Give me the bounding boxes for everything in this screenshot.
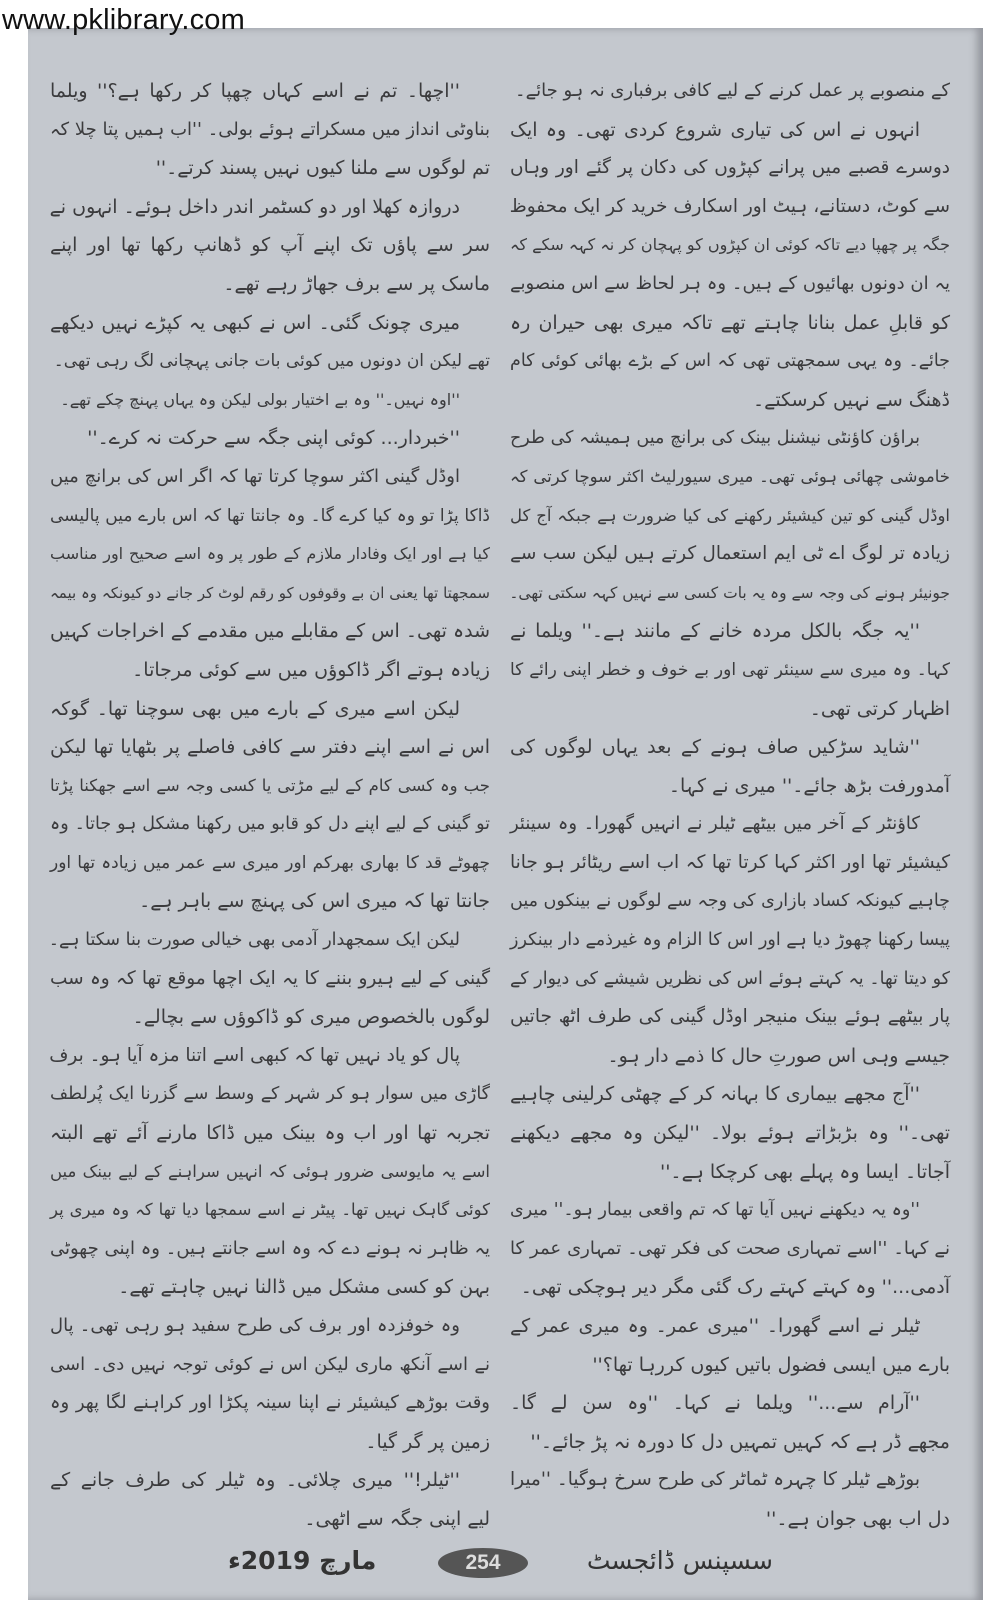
- text-line: تو گینی کے لیے اپنے دل کو قابو میں رکھنا مشکل ہو جاتا۔ وہ: [50, 814, 490, 835]
- text-line: کیا ہے اور ایک وفادار ملازم کے طور پر وہ اسے صحیح اور مناسب: [50, 544, 490, 564]
- text-line: تھے لیکن ان دونوں میں کوئی بات جانی پہچانی لگ رہی تھی۔: [53, 351, 490, 372]
- paragraph: [510, 72, 950, 111]
- text-line: زیادہ تر لوگ اے ٹی ایم استعمال کرتے ہیں لیکن سب سے: [510, 543, 950, 565]
- text-line: لیکن اسے میری کے بارے میں بھی سوچنا تھا۔ گوکہ: [50, 697, 460, 720]
- text-line: لیکن ایک سمجھدار آدمی بھی خیالی صورت بنا سکتا ہے۔: [48, 930, 460, 951]
- paragraph: [50, 188, 490, 304]
- text-line: جونیئر ہونے کی وجہ سے وہ یہ بات کسی سے نہیں کہہ سکتی تھی۔: [509, 583, 950, 602]
- paragraph: [50, 921, 490, 1037]
- text-line: زیادہ ہوتے اگر ڈاکوؤں میں سے کوئی مرجاتا۔: [132, 658, 490, 681]
- paragraph: [50, 1307, 490, 1461]
- right-column: [510, 72, 950, 1539]
- text-line: تم لوگوں سے ملنا کیوں نہیں پسند کرتے۔'': [155, 157, 490, 180]
- paragraph: [50, 690, 490, 922]
- text-line: ''یہ جگہ بالکل مردہ خانے کے مانند ہے۔'' ویلما نے: [510, 620, 920, 643]
- text-line: آجاتا۔ ایسا وہ پہلے بھی کرچکا ہے۔'': [659, 1160, 950, 1183]
- text-line: وقت بوڑھے کیشیئر نے اپنا سینہ پکڑا اور کراہنے لگا پھر وہ: [50, 1392, 490, 1414]
- magazine-name: سسپنس ڈائجسٹ: [586, 1546, 773, 1575]
- text-line: جیسے وہی اس صورتِ حال کا ذمے دار ہو۔: [607, 1044, 950, 1067]
- text-line: بارے میں ایسی فضول باتیں کیوں کررہا تھا؟'': [592, 1353, 950, 1376]
- text-line: کوئی گاہک نہیں تھا۔ پیٹر نے اسے سمجھا دیا تھا کہ وہ میری پر: [50, 1200, 490, 1220]
- paragraph: [510, 728, 950, 805]
- paragraph: [50, 458, 490, 690]
- watermark-url: www.pklibrary.com: [2, 4, 245, 36]
- text-line: تجربہ تھا اور اب وہ بینک میں ڈاکا مارنے آئے تھے البتہ: [50, 1122, 490, 1145]
- paragraph: [510, 1191, 950, 1307]
- text-line: ''اچھا۔ تم نے اسے کہاں چھپا کر رکھا ہے؟'' ویلما: [50, 80, 460, 102]
- text-line: شدہ تھی۔ اس کے مقابلے میں مقدمے کے اخراجات کہیں: [50, 620, 490, 643]
- text-line: وہ خوفزدہ اور برف کی طرح سفید ہو رہی تھی۔ پال: [50, 1315, 460, 1336]
- page-number: 254: [438, 1548, 528, 1578]
- paragraph: [50, 72, 490, 188]
- text-line: ڈاکا پڑا تو وہ کیا کرے گا۔ وہ جانتا تھا کہ اس بارے میں پالیسی: [50, 505, 490, 526]
- text-line: گینی کے لیے ہیرو بننے کا یہ ایک اچھا موقع تھا کہ وہ سب: [50, 967, 490, 989]
- text-line: کہا۔ وہ میری سے سینئر تھی اور بے خوف و خطر اپنی رائے کا: [510, 659, 950, 680]
- text-line: زمین پر گر گیا۔: [365, 1430, 490, 1453]
- paragraph: [510, 1075, 950, 1191]
- text-line: بہن کو کسی مشکل میں ڈالنا نہیں چاہتے تھے۔: [118, 1276, 490, 1299]
- paragraph: [510, 1384, 950, 1461]
- text-line: ''خبردار... کوئی اپنی جگہ سے حرکت نہ کرے۔'': [87, 427, 460, 450]
- text-line: کیشیئر تھا اور اکثر کہا کرتا تھا کہ اب اسے ریٹائر ہو جانا: [510, 851, 950, 873]
- text-line: کاؤنٹر کے آخر میں بیٹھے ٹیلر نے انہیں گھورا۔ وہ سینئر: [510, 813, 920, 835]
- text-line: دل اب بھی جوان ہے۔'': [765, 1507, 950, 1530]
- text-line: ''اوہ نہیں۔'' وہ بے اختیار بولی لیکن وہ یہاں پہنچ چکے تھے۔: [60, 389, 460, 409]
- text-line: ڈھنگ سے نہیں کرسکتے۔: [753, 388, 950, 411]
- text-line: ''آج مجھے بیماری کا بہانہ کر کے چھٹی کرلینی چاہیے: [510, 1083, 920, 1106]
- text-line: دوسرے قصبے میں پرانے کپڑوں کی دکان پر گئے اور وہاں: [510, 157, 950, 179]
- paragraph: [510, 111, 950, 420]
- text-line: یہ ظاہر نہ ہونے دے کہ وہ اسے جانتے ہیں۔ وہ اپنی چھوٹی: [50, 1237, 490, 1259]
- paragraph: [50, 1037, 490, 1307]
- text-line: پیسا رکھنا چھوڑ دیا ہے اور اس کا الزام وہ غیرذمے دار بینکرز: [510, 930, 950, 951]
- text-line: اظہار کرتی تھی۔: [809, 697, 950, 720]
- text-line: اوڈل گینی کو تین کیشیئر رکھنے کی کیا ضرورت ہے جبکہ آج کل: [510, 505, 950, 525]
- text-line: انہوں نے اس کی تیاری شروع کردی تھی۔ وہ ایک: [510, 118, 920, 141]
- text-line: کو دیتا تھا۔ یہ کہتے ہوئے اس کی نظریں شیشے کی دیوار کے: [510, 968, 950, 989]
- text-line: جگہ پر چھپا دیے تاکہ کوئی ان کپڑوں کو پہچان کر نہ کہہ سکے کہ: [510, 235, 950, 255]
- text-line: سر سے پاؤں تک اپنے آپ کو ڈھانپ رکھا تھا اور اپنے: [50, 234, 490, 257]
- text-line: نے کہا۔ ''اسے تمہاری صحت کی فکر تھی۔ تمہاری عمر کا: [510, 1237, 950, 1259]
- text-line: گاڑی میں سوار ہو کر شہر کے وسط سے گزرنا ایک پُرلطف: [50, 1084, 490, 1105]
- text-line: آمدورفت بڑھ جائے۔'' میری نے کہا۔: [668, 774, 950, 797]
- paragraph: [510, 1461, 950, 1538]
- page-footer: [28, 1544, 983, 1588]
- text-line: ''ٹیلر!'' میری چلائی۔ وہ ٹیلر کی طرف جانے کے: [50, 1469, 460, 1492]
- paragraph: [50, 1461, 490, 1538]
- text-line: ''شاید سڑکیں صاف ہونے کے بعد یہاں لوگوں کی: [510, 736, 920, 759]
- text-line: اوڈل گینی اکثر سوچا کرتا تھا کہ اگر اس کی برانچ میں: [50, 465, 460, 487]
- paragraph: [50, 419, 490, 458]
- text-line: ''آرام سے...'' ویلما نے کہا۔ ''وہ سن لے گا۔: [510, 1392, 920, 1415]
- text-line: پار بیٹھے ہوئے بینک منیجر اوڈل گینی کی طرف اٹھ جاتیں: [510, 1006, 950, 1028]
- text-line: پال کو یاد نہیں تھا کہ کبھی اسے اتنا مزہ آیا ہو۔ برف: [49, 1044, 460, 1066]
- magazine-page: [28, 28, 983, 1600]
- text-line: لیے اپنی جگہ سے اٹھی۔: [304, 1507, 490, 1530]
- paragraph: [510, 1307, 950, 1384]
- text-line: کو قابلِ عمل بنانا چاہتے تھے تاکہ میری بھی حیران رہ: [510, 311, 950, 334]
- text-line: بناوٹی انداز میں مسکراتے ہوئے بولی۔ ''اب ہمیں پتا چلا کہ: [50, 118, 490, 140]
- text-line: یہ ان دونوں بھائیوں کے ہیں۔ وہ ہر لحاظ سے اس منصوبے: [510, 272, 950, 294]
- text-line: میری چونک گئی۔ اس نے کبھی یہ کپڑے نہیں دیکھے: [50, 311, 460, 334]
- text-line: چاہیے کیونکہ کساد بازاری کی وجہ سے لوگوں نے بینکوں میں: [510, 891, 950, 912]
- text-line: جائے۔ وہ یہی سمجھتی تھی کہ اس کے بڑے بھائی کوئی کام: [510, 351, 950, 372]
- text-line: آدمی...'' وہ کہتے کہتے رک گئی مگر دیر ہوچکی تھی۔: [520, 1276, 950, 1299]
- paragraph: [510, 612, 950, 728]
- paragraph: [510, 419, 950, 612]
- text-line: اس نے اسے اپنے دفتر سے کافی فاصلے پر بٹھایا تھا لیکن: [50, 736, 490, 759]
- text-line: ماسک پر سے برف جھاڑ رہے تھے۔: [223, 272, 490, 295]
- paragraph: [50, 381, 490, 420]
- text-line: بوڑھے ٹیلر کا چہرہ ٹماٹر کی طرح سرخ ہوگیا۔ ''میرا: [510, 1469, 920, 1491]
- text-line: کے منصوبے پر عمل کرنے کے لیے کافی برفباری نہ ہو جائے۔: [515, 80, 950, 101]
- text-line: تھی۔'' وہ بڑبڑاتے ہوئے بولا۔ ''لیکن وہ مجھے دیکھنے: [510, 1122, 950, 1145]
- text-line: اسے یہ مایوسی ضرور ہوئی کہ انہیں سراہنے کے لیے بینک میں: [50, 1161, 490, 1181]
- text-line: ''وہ یہ دیکھنے نہیں آیا تھا کہ تم واقعی بیمار ہو۔'' میری: [510, 1200, 920, 1221]
- text-line: مجھے ڈر ہے کہ کہیں تمہیں دل کا دورہ نہ پڑ جائے۔'': [530, 1430, 950, 1453]
- text-line: ٹیلر نے اسے گھورا۔ ''میری عمر۔ وہ میری عمر کے: [510, 1315, 920, 1337]
- text-line: لوگوں بالخصوص میری کو ڈاکوؤں سے بچالے۔: [132, 1006, 490, 1029]
- text-line: سمجھتا تھا یعنی ان بے وقوفوں کو رقم لوٹ کر جانے دو کیونکہ وہ بیمہ: [50, 583, 490, 602]
- text-line: جب وہ کسی کام کے لیے مڑتی یا کسی وجہ سے اسے جھکنا پڑتا: [50, 775, 490, 795]
- issue-date: مارچ 2019ء: [228, 1546, 377, 1575]
- text-line: سے کوٹ، دستانے، ہیٹ اور اسکارف خرید کر ایک محفوظ: [509, 195, 950, 217]
- text-line: جانتا تھا کہ میری اس کی پہنچ سے باہر ہے۔: [139, 890, 490, 913]
- text-line: خاموشی چھائی ہوئی تھی۔ میری سیورلیٹ اکثر سوچا کرتی کہ: [510, 466, 950, 486]
- text-line: چھوٹے قد کا بھاری بھرکم اور میری سے عمر میں زیادہ تھا اور: [50, 852, 490, 873]
- text-line: نے اسے آنکھ ماری لیکن اس نے کوئی توجہ نہیں دی۔ اسی: [50, 1353, 490, 1375]
- left-column: [50, 72, 490, 1539]
- text-line: دروازہ کھلا اور دو کسٹمر اندر داخل ہوئے۔ انہوں نے: [49, 195, 460, 218]
- text-line: براؤن کاؤنٹی نیشنل بینک کی برانچ میں ہمیشہ کی طرح: [510, 428, 920, 449]
- paragraph: [50, 304, 490, 381]
- paragraph: [510, 805, 950, 1075]
